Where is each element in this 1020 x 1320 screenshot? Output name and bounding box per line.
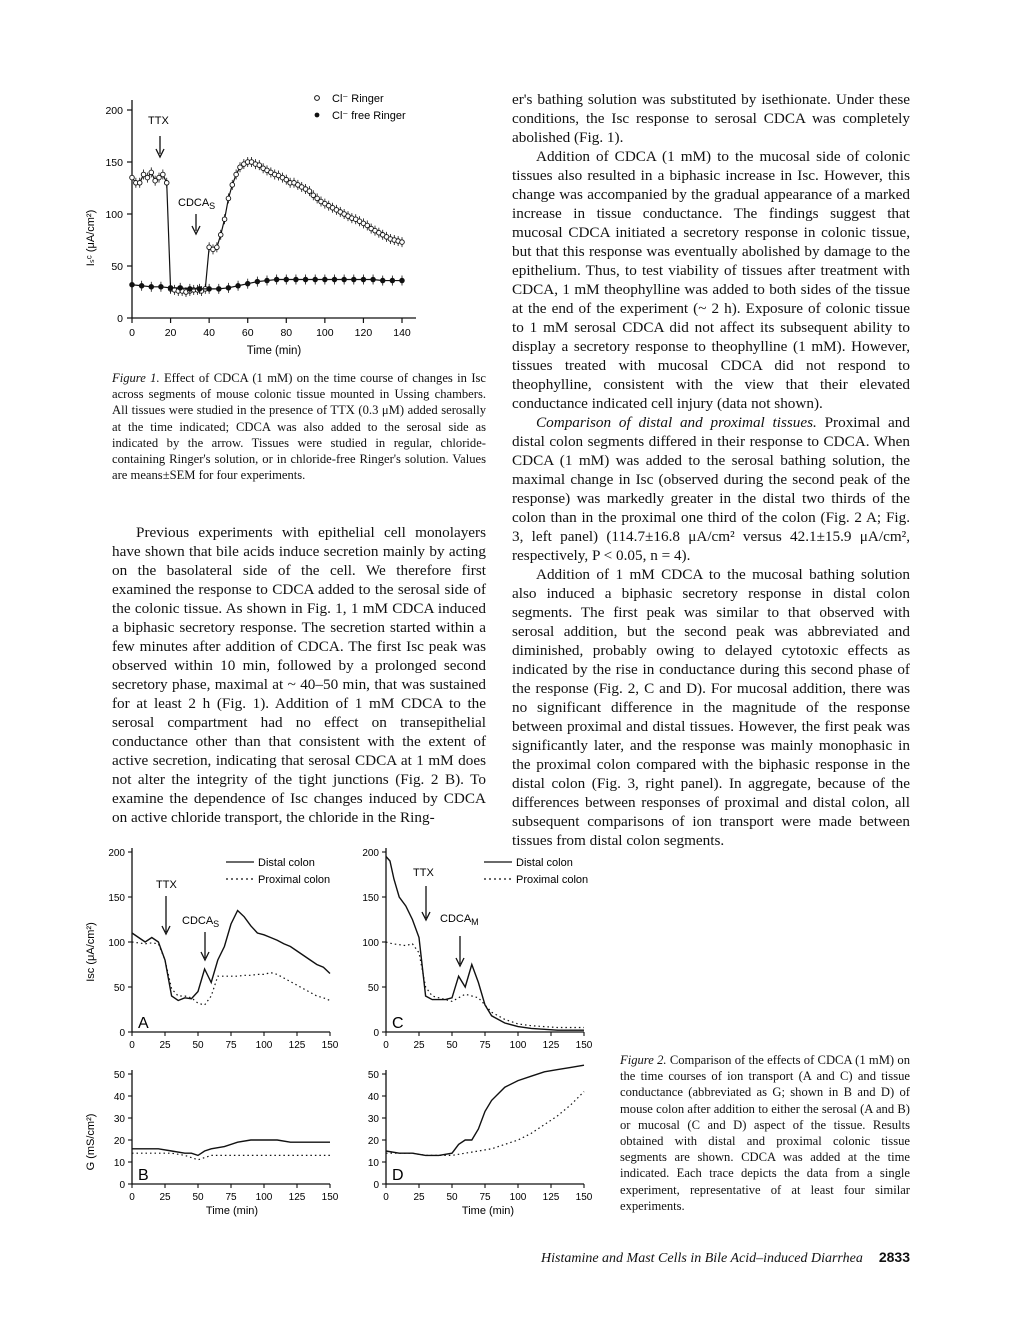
fig2-ytick-label: 10	[367, 1158, 379, 1169]
fig2-ytick-label: 0	[119, 1028, 125, 1039]
series-line-proximal-colon	[132, 1153, 330, 1160]
right-paragraph-1: er's bathing solution was substituted by isethionate. Under these conditions, the Isc response to serosal CDCA was completely abolished (Fig. 1).	[512, 91, 910, 146]
fig2a-cdca-label: $CDCA_S$	[182, 915, 220, 929]
data-point-cl-free-ringer	[188, 287, 193, 292]
fig2-panel-b	[114, 1070, 339, 1203]
fig1-ytick-label: 100	[105, 209, 123, 221]
section-heading: Comparison of distal and proximal tissues.	[536, 414, 817, 431]
fig1-ytick-label: 0	[117, 313, 123, 325]
data-point-cl-ringer	[230, 183, 235, 188]
fig2-xtick-label: 150	[575, 1040, 593, 1051]
data-point-cl-free-ringer	[351, 277, 356, 282]
fig2-ytick-label: 50	[113, 983, 125, 994]
fig2-xlabel-left: Time (min)	[205, 1205, 259, 1217]
data-point-cl-ringer	[130, 175, 135, 180]
fig2-ytick-label: 150	[108, 893, 125, 904]
fig2-xtick-label: 50	[446, 1040, 458, 1051]
data-point-cl-ringer	[137, 181, 142, 186]
right-paragraph-2: Addition of CDCA (1 mM) to the mucosal side of colonic tissues also resulted in a biphasic increase in Isc. However, this change was accompanied by the gradual appearance of a marked increase in tissue conductance. The findings suggest that mucosal CDCA initiated a secretory response in colonic tissue, but that this response was eventually abolished by damage to the epithelium. Thus, to test viability of tissues after treatment with CDCA, 1 mM theophylline was added to both sides of the tissue at the end of the experiment (~ 2 h). Exposure of colonic tissue to 1 mM serosal CDCA did not affect its subsequent ability to display a secretory response to theophylline (1 mM). However, tissues treated with mucosal CDCA did not respond to theophylline, consistent with the view that their elevated conductance indicated cell injury (data not shown).	[512, 148, 910, 412]
figure-2-caption-text: Comparison of the effects of CDCA (1 mM) on the time courses of ion transport (A and C) and tissue conductance (abbreviated as G; shown in B and D) of mouse colon after addition to either the serosal (A and B) or mucosal (C and D) aspect of the tissue. Results obtained with distal and proximal colonic tissue segments are shown. CDCA was added at the time indicated. Each trace depicts the data from a single experiment, representative of at least four similar experiments.	[620, 1053, 910, 1213]
fig2-xtick-label: 125	[288, 1040, 306, 1051]
fig1-xtick-label: 120	[354, 327, 373, 339]
fig1-ytick-label: 200	[105, 105, 123, 117]
figure-2	[80, 840, 610, 1225]
fig1-xtick-label: 0	[129, 327, 135, 339]
data-point-cl-free-ringer	[236, 283, 241, 288]
fig2-xtick-label: 125	[542, 1192, 560, 1203]
data-point-cl-ringer	[234, 172, 239, 177]
data-point-cl-ringer	[215, 245, 220, 250]
data-point-cl-ringer	[226, 196, 231, 201]
ttx-label: TTX	[148, 115, 169, 127]
data-point-cl-free-ringer	[390, 278, 395, 283]
data-point-cl-free-ringer	[323, 277, 328, 282]
fig2c-legend-proximal: Proximal colon	[516, 874, 589, 886]
fig2-ytick-label: 200	[108, 848, 125, 859]
fig2-ytick-label: 100	[362, 938, 379, 949]
data-point-cl-free-ringer	[149, 285, 154, 290]
right-paragraph-3: Comparison of distal and proximal tissues. Proximal and distal colon segments differed in their response to CDCA. When CDCA (1 mM) was added to the serosal bathing solution, the maximal change in Isc (observed during the second peak of the response) was markedly greater in the distal two thirds of the colon than in the proximal one third of the colon (Fig. 2 A; Fig. 3, left panel) (114.7±16.8 μA/cm² versus 42.1±15.9 μA/cm², respectively, P < 0.05, n = 4).	[512, 414, 910, 564]
fig1-xtick-label: 40	[203, 327, 215, 339]
fig2-ytick-label: 10	[113, 1158, 125, 1169]
fig2-xtick-label: 125	[542, 1040, 560, 1051]
fig2-xtick-label: 75	[225, 1040, 237, 1051]
fig2-xtick-label: 150	[321, 1192, 339, 1203]
data-point-cl-free-ringer	[400, 278, 405, 283]
legend-cl-free-ringer: Cl⁻ free Ringer	[332, 110, 406, 122]
fig2-xtick-label: 75	[225, 1192, 237, 1203]
data-point-cl-free-ringer	[265, 278, 270, 283]
right-paragraph-4: Addition of 1 mM CDCA to the mucosal bathing solution also induced a biphasic secretory response in distal colon segments. The first peak was similar to that observed with serosal addition, but the second peak was abbreviated and diminished, probably owing to delayed cytotoxic effects as indicated by the rise in conductance during this second phase of the response (Fig. 2, C and D). For mucosal addition, there was no significant difference in the magnitude of the response between proximal and distal tissues. However, the first peak was significantly later, and the response was mainly monophasic in the proximal colon compared with the biphasic response in the distal colon (Fig. 3, right panel). In aggregate, because of the differences between responses of proximal and distal colon, all subsequent comparisons of ion transport were made between tissues from distal colon segments.	[512, 566, 910, 849]
fig2-ytick-label: 0	[373, 1028, 379, 1039]
figure-2-caption	[620, 1052, 910, 1214]
fig2a-legend-distal: Distal colon	[258, 857, 315, 869]
data-point-cl-free-ringer	[226, 286, 231, 291]
figure-1-caption-label: Figure 1.	[112, 371, 160, 385]
legend-open-circle-icon	[315, 96, 320, 101]
fig2-xtick-label: 100	[509, 1192, 527, 1203]
fig1-ylabel: Iₛᶜ (μA/cm²)	[85, 209, 97, 267]
left-column-paragraph: Previous experiments with epithelial cell monolayers have shown that bile acids induce secretion mainly by acting on the basolateral side of the cell. We therefore first examined the response to CDCA added to the serosal side of the colonic tissue. As shown in Fig. 1, 1 mM CDCA induced a biphasic secretory response. The secretion started within a few minutes after addition of CDCA. The first Isc peak was observed within 10 min, followed by a prolonged second secretory phase, maximal at ~ 40–50 min, that was sustained for at least 2 h (Fig. 1). Addition of 1 mM CDCA to the serosal compartment had no effect on transepithelial conductance other than that consistent with the extent of active secretion, indicating that serosal CDCA at 1 mM does not alter the integrity of the tight junctions (Fig. 2 B). To examine the dependence of Isc changes induced by CDCA on active chloride transport, the chloride in the Ring-	[112, 524, 486, 826]
page-number: 2833	[878, 1249, 910, 1265]
figure-1-caption	[112, 370, 486, 483]
fig2-xtick-label: 100	[509, 1040, 527, 1051]
data-point-cl-ringer	[164, 181, 169, 186]
series-line-distal-colon	[386, 1065, 584, 1155]
fig2-xtick-label: 50	[192, 1192, 204, 1203]
fig2-ytick-label: 20	[367, 1136, 379, 1147]
fig2-ytick-label: 0	[119, 1180, 125, 1191]
data-point-cl-free-ringer	[274, 277, 279, 282]
cdca-label: $CDCA_S$	[178, 197, 216, 211]
fig2-panel-d	[368, 1065, 593, 1203]
data-point-cl-ringer	[149, 170, 154, 175]
data-point-cl-free-ringer	[197, 287, 202, 292]
data-point-cl-free-ringer	[361, 277, 366, 282]
data-point-cl-free-ringer	[255, 279, 260, 284]
fig2-xtick-label: 100	[255, 1040, 273, 1051]
fig2-ytick-label: 50	[367, 983, 379, 994]
data-point-cl-free-ringer	[380, 278, 385, 283]
data-point-cl-ringer	[145, 175, 150, 180]
series-line-cl-ringer	[132, 162, 402, 292]
data-point-cl-free-ringer	[168, 286, 173, 291]
data-point-cl-free-ringer	[207, 287, 212, 292]
fig2-xtick-label: 75	[479, 1040, 491, 1051]
figure-2-caption-label: Figure 2.	[620, 1053, 667, 1067]
data-point-cl-ringer	[222, 217, 227, 222]
fig2-ytick-label: 40	[113, 1092, 125, 1103]
fig2-ylabel-top: Isc (μA/cm²)	[85, 922, 97, 982]
fig2-xtick-label: 25	[159, 1040, 171, 1051]
fig2-xtick-label: 125	[288, 1192, 306, 1203]
data-point-cl-ringer	[400, 240, 405, 245]
fig2-ytick-label: 50	[367, 1070, 379, 1081]
legend-filled-circle-icon	[315, 113, 320, 118]
fig2-xlabel-right: Time (min)	[461, 1205, 515, 1217]
fig2-xtick-label: 25	[413, 1040, 425, 1051]
data-point-cl-free-ringer	[284, 277, 289, 282]
fig2-ytick-label: 40	[367, 1092, 379, 1103]
fig1-xtick-label: 80	[280, 327, 293, 339]
series-line-proximal-colon	[386, 1092, 584, 1156]
data-point-cl-ringer	[218, 233, 223, 238]
fig2-xtick-label: 25	[413, 1192, 425, 1203]
data-point-cl-ringer	[161, 172, 166, 177]
fig2c-ttx-label: TTX	[413, 867, 434, 879]
fig1-xtick-label: 100	[316, 327, 334, 339]
data-point-cl-free-ringer	[216, 287, 221, 292]
data-point-cl-free-ringer	[178, 286, 183, 291]
series-line-proximal-colon	[386, 942, 584, 1028]
data-point-cl-free-ringer	[332, 277, 337, 282]
fig1-xlabel: Time (min)	[246, 345, 302, 357]
fig2-ytick-label: 20	[113, 1136, 125, 1147]
fig2-xtick-label: 0	[129, 1040, 135, 1051]
fig1-ytick-label: 50	[111, 261, 123, 273]
fig1-xtick-label: 20	[164, 327, 177, 339]
fig1-xtick-label: 60	[241, 327, 254, 339]
fig2-ytick-label: 30	[367, 1114, 379, 1125]
data-point-cl-free-ringer	[159, 285, 164, 290]
fig2a-ttx-label: TTX	[156, 879, 177, 891]
fig2-ytick-label: 200	[362, 848, 379, 859]
data-point-cl-free-ringer	[371, 277, 376, 282]
fig2-xtick-label: 0	[383, 1040, 389, 1051]
series-line-distal-colon	[132, 1140, 330, 1155]
figure-1	[80, 88, 500, 360]
data-point-cl-free-ringer	[139, 283, 144, 288]
fig2-xtick-label: 50	[446, 1192, 458, 1203]
fig2c-legend-distal: Distal colon	[516, 857, 573, 869]
fig2-ytick-label: 30	[113, 1114, 125, 1125]
fig2-xtick-label: 150	[321, 1040, 339, 1051]
data-point-cl-free-ringer	[294, 277, 299, 282]
right-column	[512, 90, 910, 850]
fig2-xtick-label: 50	[192, 1040, 204, 1051]
fig2-ytick-label: 100	[108, 938, 125, 949]
data-point-cl-free-ringer	[313, 277, 318, 282]
data-point-cl-free-ringer	[130, 282, 135, 287]
fig2-ytick-label: 50	[113, 1070, 125, 1081]
fig1-ytick-label: 150	[105, 157, 123, 169]
fig2-panel-label: A	[138, 1015, 149, 1032]
fig2-panel-label: D	[392, 1167, 404, 1184]
fig2-panel-label: B	[138, 1167, 149, 1184]
legend-cl-ringer: Cl⁻ Ringer	[332, 93, 384, 105]
fig1-xtick-label: 140	[393, 327, 411, 339]
fig2-xtick-label: 75	[479, 1192, 491, 1203]
data-point-cl-free-ringer	[245, 281, 250, 286]
fig2-ylabel-bottom: G (mS/cm²)	[85, 1113, 97, 1171]
fig2c-cdca-label: $CDCA_M$	[440, 913, 479, 927]
data-point-cl-free-ringer	[342, 277, 347, 282]
fig2-ytick-label: 150	[362, 893, 379, 904]
fig2-xtick-label: 0	[129, 1192, 135, 1203]
running-title: Histamine and Mast Cells in Bile Acid–induced Diarrhea	[541, 1251, 863, 1266]
data-point-cl-free-ringer	[303, 277, 308, 282]
fig2-ytick-label: 0	[373, 1180, 379, 1191]
fig2-xtick-label: 0	[383, 1192, 389, 1203]
fig2-panel-label: C	[392, 1015, 404, 1032]
fig2-xtick-label: 100	[255, 1192, 273, 1203]
fig2-xtick-label: 150	[575, 1192, 593, 1203]
fig2-xtick-label: 25	[159, 1192, 171, 1203]
fig2a-legend-proximal: Proximal colon	[258, 874, 331, 886]
figure-1-caption-text: Effect of CDCA (1 mM) on the time course of changes in Isc across segments of mouse colonic tissue mounted in Ussing chambers. All tissues were studied in the presence of TTX (0.3 μM) added serosally at the time indicated; CDCA was also added to the serosal side as indicated by the arrow. Tissues were studied in regular, chloride-containing Ringer's solution, or in chloride-free Ringer's solution. Values are means±SEM for four experiments.	[112, 371, 487, 483]
data-point-cl-ringer	[307, 189, 312, 194]
running-footer	[541, 1249, 910, 1267]
